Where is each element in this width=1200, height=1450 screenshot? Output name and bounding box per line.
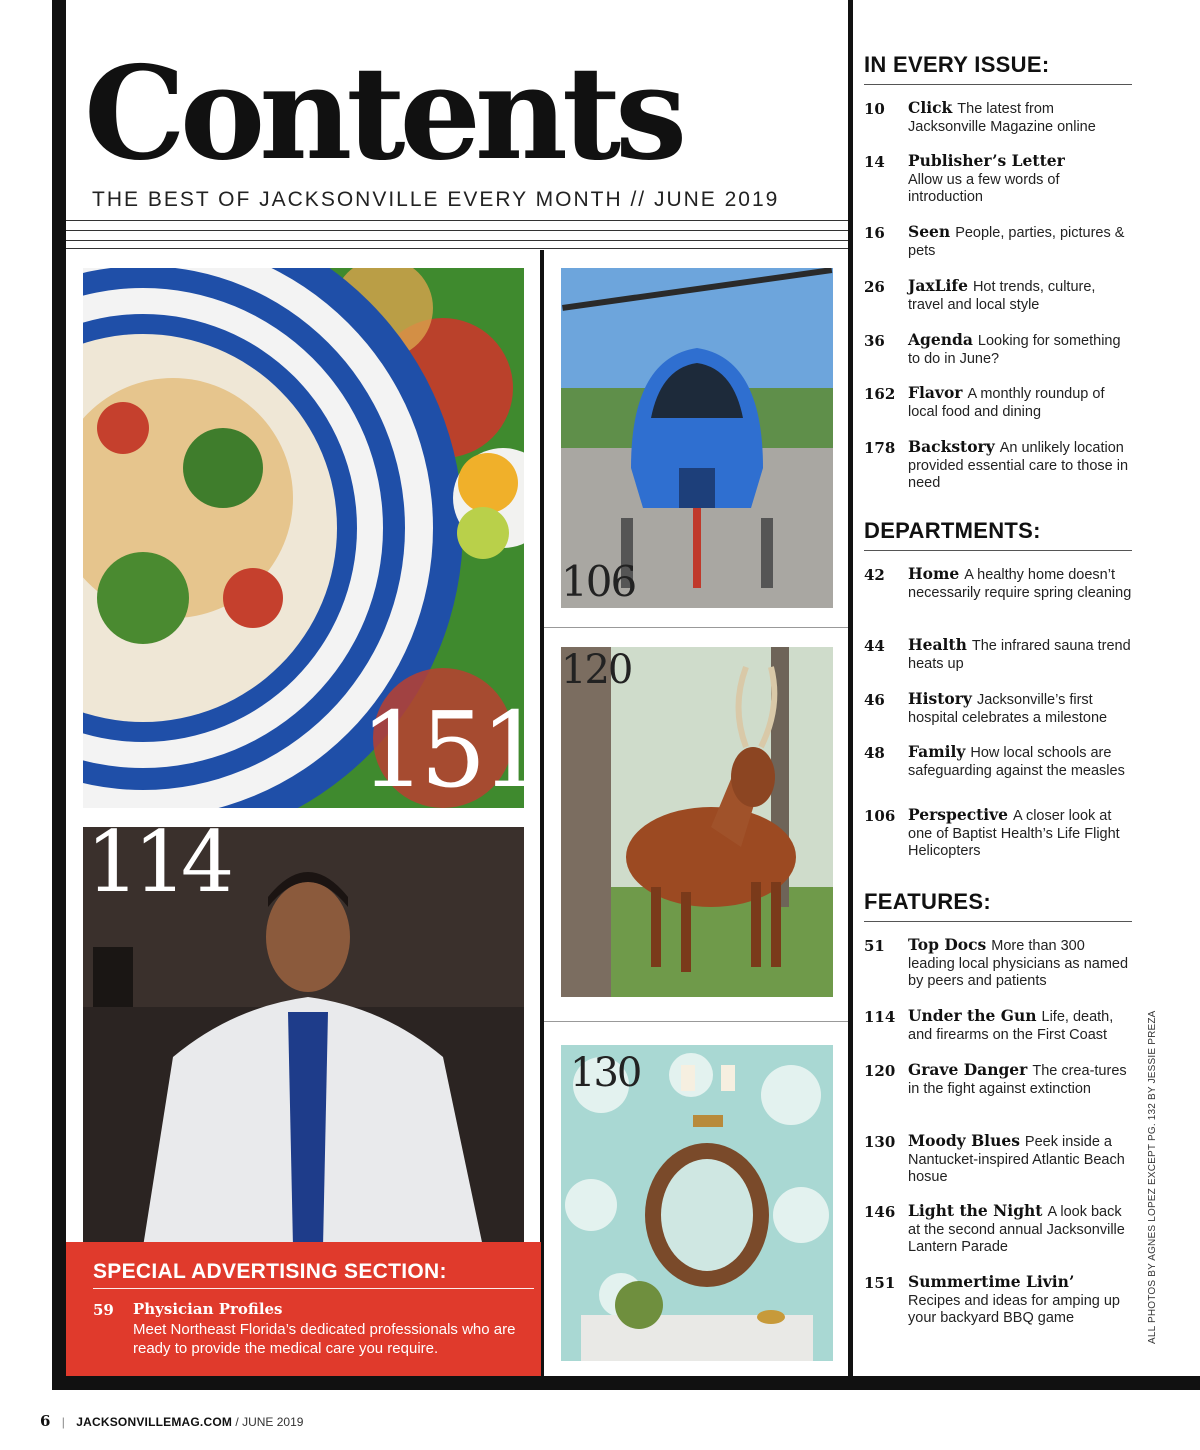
antelope-photo (561, 647, 833, 997)
toc-desc: An unlikely location provided essential care to those in need (908, 440, 1129, 491)
toc-page-number: 130 (864, 1133, 896, 1151)
photo-column-divider (540, 250, 544, 1376)
toc-name: Agenda (908, 330, 973, 349)
header-rule-3 (66, 240, 848, 241)
toc-text (908, 690, 1134, 727)
features-rule (864, 921, 1132, 922)
footer-page-number: 6 (40, 1412, 51, 1430)
helicopter-page-number: 106 (561, 557, 636, 606)
toc-name: Under the Gun (908, 1006, 1037, 1025)
toc-page-number: 178 (864, 439, 896, 457)
toc-desc: A look back at the second annual Jacksonville Lantern Parade (908, 1204, 1125, 1255)
toc-name: Family (908, 742, 966, 761)
toc-name: Health (908, 635, 967, 654)
toc-desc: A monthly roundup of local food and dining (908, 386, 1105, 420)
toc-page-number: 48 (864, 744, 885, 762)
toc-text (908, 277, 1134, 314)
toc-name: History (908, 689, 972, 708)
toc-text (908, 1061, 1134, 1098)
frame-left-bar (52, 0, 66, 1390)
toc-desc: The latest from Jacksonville Magazine online (908, 101, 1096, 135)
special-advertising-box (66, 1242, 541, 1376)
frame-column-divider (848, 0, 853, 1380)
toc-text (908, 936, 1134, 991)
toc-text (908, 806, 1134, 861)
toc-name: Light the Night (908, 1201, 1043, 1220)
toc-name: Click (908, 98, 953, 117)
toc-desc: Allow us a few words of introduction (908, 171, 1060, 205)
toc-name: Perspective (908, 805, 1009, 824)
toc-page-number: 146 (864, 1203, 896, 1221)
toc-name: Backstory (908, 437, 995, 456)
toc-page-number: 44 (864, 637, 885, 655)
toc-page-number: 151 (864, 1274, 896, 1292)
features-header (864, 889, 1132, 922)
toc-text (908, 438, 1134, 493)
departments-header (864, 518, 1132, 551)
toc-desc: Jacksonville’s first hospital celebrates a milestone (908, 692, 1108, 726)
photo-credit: ALL PHOTOS BY AGNES LOPEZ EXCEPT PG. 132 BY JESSIE PREZA (1147, 1010, 1158, 1344)
page-subtitle: THE BEST OF JACKSONVILLE EVERY MONTH // JUNE 2019 (92, 188, 780, 211)
toc-text (908, 384, 1134, 421)
toc-desc: Looking for something to do in June? (908, 333, 1121, 367)
toc-page-number: 16 (864, 224, 885, 242)
toc-page-number: 51 (864, 937, 885, 955)
toc-desc: Life, death, and firearms on the First Coast (908, 1009, 1114, 1043)
header-rule-2 (66, 230, 848, 231)
in-every-issue-heading: IN EVERY ISSUE: (864, 52, 1050, 77)
toc-text (908, 743, 1134, 780)
toc-name: Top Docs (908, 935, 987, 954)
toc-text (908, 1007, 1134, 1044)
toc-name: Publisher’s Letter (908, 151, 1065, 170)
in-every-issue-rule (864, 84, 1132, 85)
toc-page-number: 36 (864, 332, 885, 350)
toc-page-number: 46 (864, 691, 885, 709)
food-page-number: 151 (360, 689, 541, 811)
bathroom-page-number: 130 (570, 1050, 641, 1096)
toc-page-number: 106 (864, 807, 896, 825)
toc-desc: The infrared sauna trend heats up (908, 638, 1131, 672)
toc-page-number: 114 (864, 1008, 896, 1026)
footer-issue: / JUNE 2019 (235, 1415, 304, 1429)
toc-desc: The crea-tures in the fight against extinction (908, 1063, 1127, 1097)
toc-name: Grave Danger (908, 1060, 1028, 1079)
toc-text (908, 1273, 1134, 1328)
frame-bottom-bar (52, 1376, 1200, 1390)
toc-name: Flavor (908, 383, 963, 402)
photo-divider-2 (544, 1021, 848, 1022)
toc-text (908, 223, 1134, 260)
toc-page-number: 162 (864, 385, 896, 403)
doctor-page-number: 114 (86, 813, 229, 911)
features-heading: FEATURES: (864, 889, 991, 914)
header-rule-1 (66, 220, 848, 221)
toc-desc: More than 300 leading local physicians as named by peers and patients (908, 938, 1129, 989)
departments-rule (864, 550, 1132, 551)
toc-desc: A healthy home doesn’t necessarily require spring cleaning (908, 567, 1132, 601)
toc-name: Seen (908, 222, 951, 241)
departments-heading: DEPARTMENTS: (864, 518, 1041, 543)
ad-page-number: 59 (93, 1301, 114, 1319)
footer-separator: | (61, 1415, 65, 1429)
toc-text (908, 331, 1134, 368)
ad-description: Meet Northeast Florida’s dedicated professionals who are ready to provide the medical care you require. (133, 1321, 516, 1357)
toc-name: Moody Blues (908, 1131, 1020, 1150)
toc-page-number: 10 (864, 100, 885, 118)
toc-desc: People, parties, pictures & pets (908, 225, 1125, 259)
toc-text (908, 152, 1134, 207)
toc-desc: Recipes and ideas for amping up your backyard BBQ game (908, 1292, 1120, 1326)
ad-heading: SPECIAL ADVERTISING SECTION: (93, 1260, 447, 1283)
ad-rule (93, 1288, 534, 1289)
toc-text (908, 1132, 1134, 1187)
toc-text (908, 565, 1134, 602)
header-rule-4 (66, 248, 848, 249)
toc-page-number: 42 (864, 566, 885, 584)
toc-page-number: 14 (864, 153, 885, 171)
toc-page-number: 120 (864, 1062, 896, 1080)
toc-name: Summertime Livin’ (908, 1272, 1075, 1291)
toc-text (908, 1202, 1134, 1257)
footer-site-link[interactable]: JACKSONVILLEMAG.COM (76, 1415, 233, 1429)
toc-name: JaxLife (908, 276, 968, 295)
toc-name: Home (908, 564, 960, 583)
page-footer (40, 1412, 303, 1430)
toc-text (908, 99, 1134, 136)
toc-text (908, 636, 1134, 673)
antelope-page-number: 120 (561, 647, 632, 693)
ad-title: Physician Profiles (133, 1300, 283, 1318)
toc-desc: A closer look at one of Baptist Health’s Life Flight Helicopters (908, 808, 1120, 859)
photo-divider-1 (544, 627, 848, 628)
in-every-issue-header (864, 52, 1132, 85)
toc-desc: Hot trends, culture, travel and local style (908, 279, 1096, 313)
page-title: Contents (84, 39, 682, 189)
toc-desc: How local schools are safeguarding against the measles (908, 745, 1125, 779)
toc-page-number: 26 (864, 278, 885, 296)
toc-desc: Peek inside a Nantucket-inspired Atlantic Beach hosue (908, 1134, 1125, 1185)
